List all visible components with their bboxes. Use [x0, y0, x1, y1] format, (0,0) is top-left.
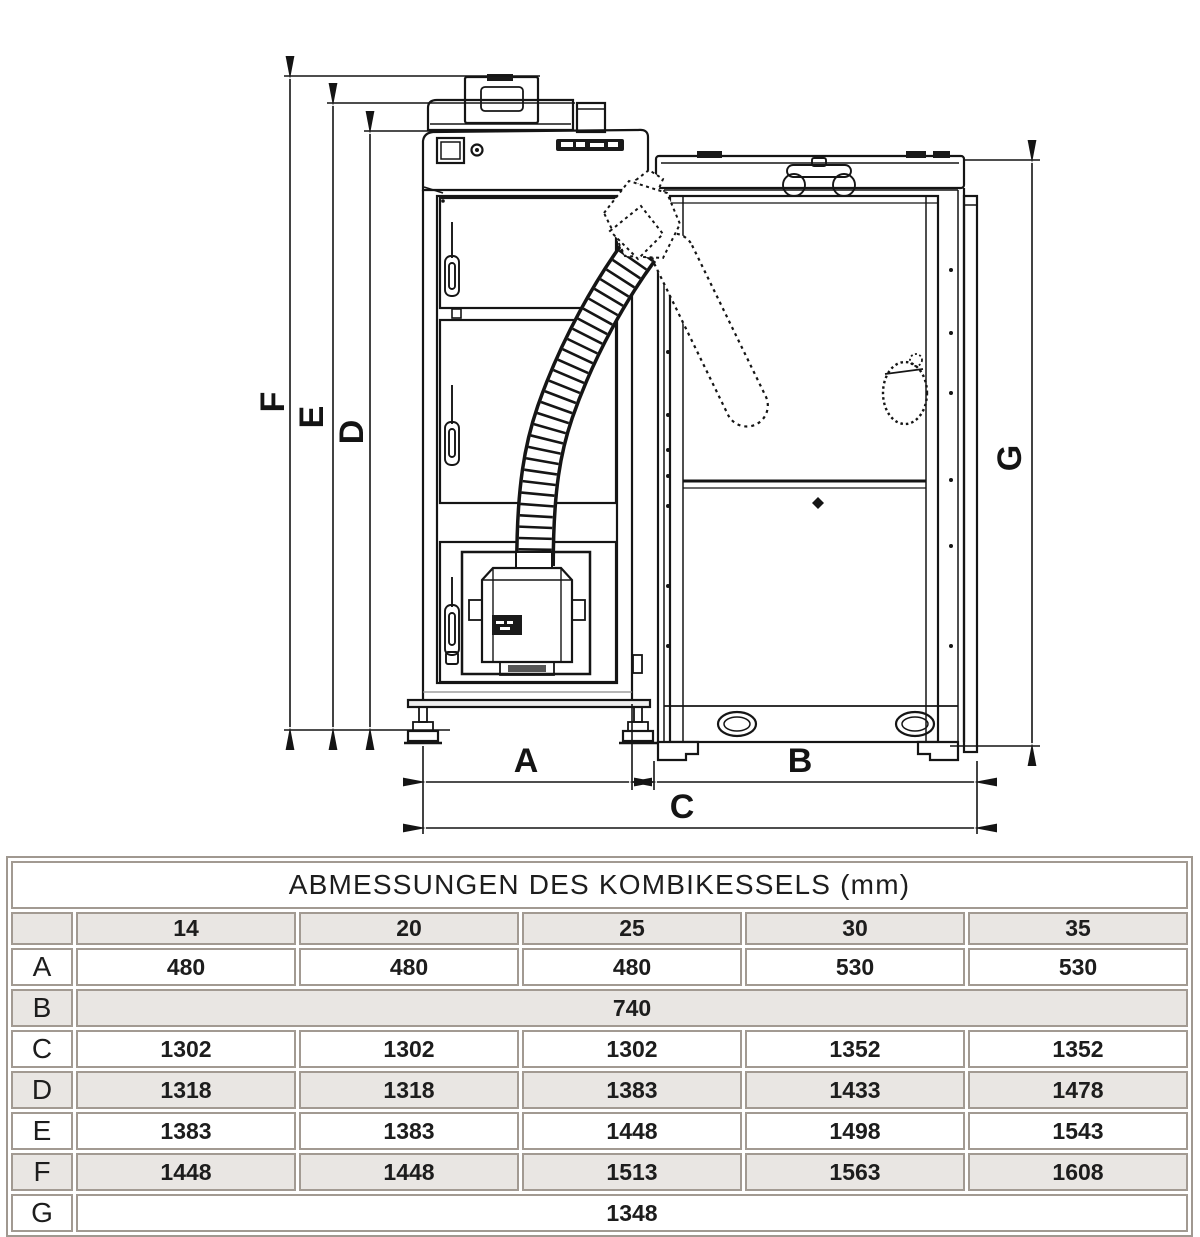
- dim-label-b: B: [787, 742, 813, 780]
- table-cell: 1498: [745, 1112, 965, 1150]
- table-cell: 480: [522, 948, 742, 986]
- screw: [812, 497, 824, 509]
- table-cell: 1383: [76, 1112, 296, 1150]
- door-handle: [445, 222, 459, 296]
- table-row: [11, 1030, 1188, 1068]
- dim-label-g: G: [991, 444, 1029, 472]
- table-row: [11, 1112, 1188, 1150]
- door-handle: [445, 385, 459, 465]
- top-label-badge: [487, 74, 513, 81]
- hopper-lid: [656, 156, 964, 188]
- table-row: [11, 989, 1188, 1027]
- row-label: F: [11, 1153, 73, 1191]
- hopper-drawing: [656, 151, 977, 760]
- hose-collar: [516, 552, 552, 568]
- corner-cell: [11, 912, 73, 945]
- table-title: ABMESSUNGEN DES KOMBIKESSELS (mm): [11, 861, 1188, 909]
- dimensions-table: [6, 856, 1193, 1237]
- table-cell: 1302: [76, 1030, 296, 1068]
- door-handle: [445, 577, 459, 664]
- column-header: 20: [299, 912, 519, 945]
- clamp: [469, 600, 482, 620]
- row-label: G: [11, 1194, 73, 1232]
- row-label: D: [11, 1071, 73, 1109]
- dim-label-d: D: [333, 419, 371, 445]
- row-label: E: [11, 1112, 73, 1150]
- table-cell: 1352: [745, 1030, 965, 1068]
- clamp: [572, 600, 585, 620]
- table-row: [11, 948, 1188, 986]
- table-cell: 530: [968, 948, 1188, 986]
- adjustable-foot: [404, 707, 442, 743]
- table-cell: 1563: [745, 1153, 965, 1191]
- dim-label-c: C: [669, 788, 695, 826]
- table-cell: 530: [745, 948, 965, 986]
- row-label: A: [11, 948, 73, 986]
- table-header-row: [11, 912, 1188, 945]
- table-cell: 1383: [299, 1112, 519, 1150]
- hopper-front-panel: [670, 196, 938, 742]
- table-cell: 1608: [968, 1153, 1188, 1191]
- table-cell: 1302: [299, 1030, 519, 1068]
- table-cell: 1318: [299, 1071, 519, 1109]
- adjustable-foot: [619, 707, 657, 743]
- table-cell: 1448: [76, 1153, 296, 1191]
- table-cell: 480: [76, 948, 296, 986]
- dim-label-a: A: [513, 742, 539, 780]
- column-header: 14: [76, 912, 296, 945]
- pellet-feed-hose: [535, 250, 640, 566]
- row-label: C: [11, 1030, 73, 1068]
- side-channel: [964, 196, 977, 752]
- column-header: 30: [745, 912, 965, 945]
- flue-outlet: [577, 103, 605, 132]
- table-row: [11, 1071, 1188, 1109]
- corner-foot: [658, 742, 698, 760]
- table-cell: 1448: [522, 1112, 742, 1150]
- dim-label-e: E: [293, 405, 331, 429]
- column-header: 25: [522, 912, 742, 945]
- boiler-drawing: [404, 74, 657, 743]
- table-cell: 1513: [522, 1153, 742, 1191]
- table-cell: 1543: [968, 1112, 1188, 1150]
- table-cell: 740: [76, 989, 1188, 1027]
- table-cell: 1478: [968, 1071, 1188, 1109]
- table-cell: 1433: [745, 1071, 965, 1109]
- table-cell: 1448: [299, 1153, 519, 1191]
- table-title-row: [11, 861, 1188, 909]
- corner-foot: [918, 742, 958, 760]
- side-latch: [633, 655, 642, 673]
- table-cell: 1383: [522, 1071, 742, 1109]
- table-cell: 1352: [968, 1030, 1188, 1068]
- dim-label-f: F: [254, 391, 292, 413]
- burner-label: [492, 615, 522, 635]
- table-cell: 1348: [76, 1194, 1188, 1232]
- table-cell: 1302: [522, 1030, 742, 1068]
- column-header: 35: [968, 912, 1188, 945]
- table-cell: 480: [299, 948, 519, 986]
- row-label: B: [11, 989, 73, 1027]
- table-row: [11, 1153, 1188, 1191]
- table-cell: 1318: [76, 1071, 296, 1109]
